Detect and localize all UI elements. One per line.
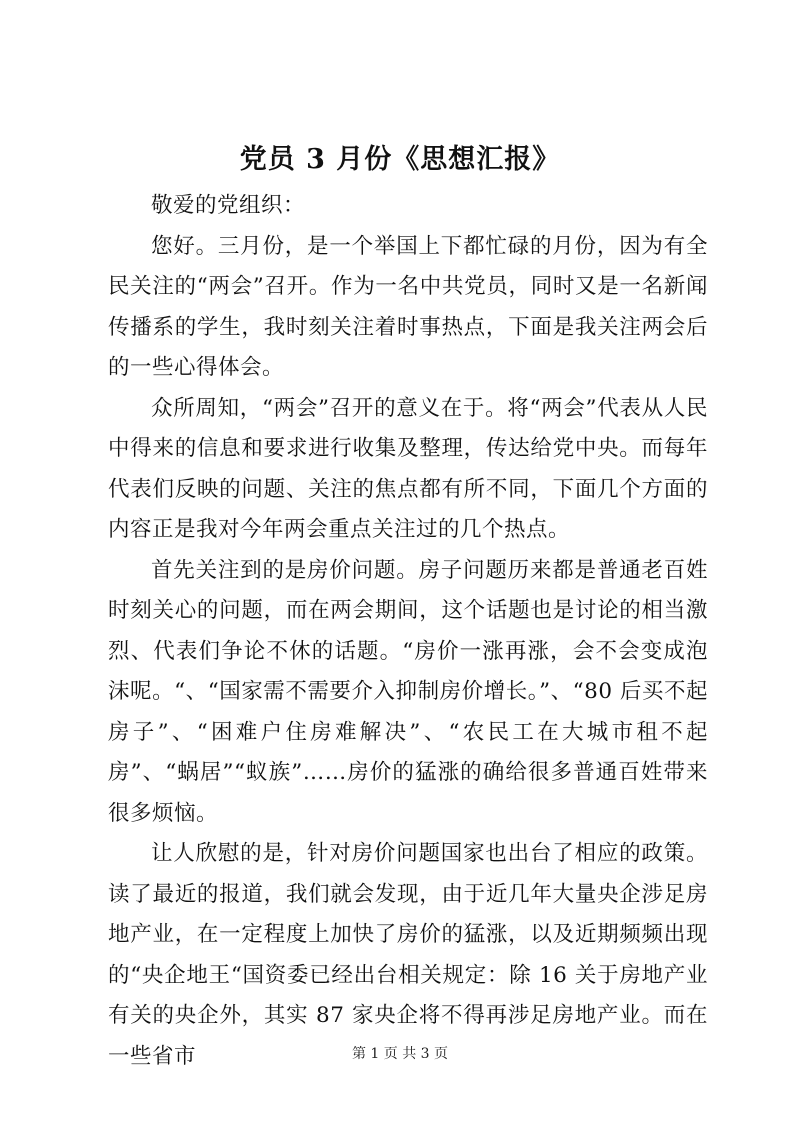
salutation: 敬爱的党组织： — [151, 193, 306, 218]
paragraph-2: 众所周知，“两会”召开的意义在于。将“两会”代表从人民中得来的信息和要求进行收集及整理，传达给党中央。而每年代表们反映的问题、关注的焦点都有所不同，下面几个方面的内容正是我对今年两会重点关注过的几个热点。 — [108, 395, 708, 542]
document-title: 党员 3 月份《思想汇报》 — [239, 144, 561, 175]
paragraph-4: 让人欣慰的是，针对房价问题国家也出台了相应的政策。读了最近的报道，我们就会发现，由于近几年大量央企涉足房地产业，在一定程度上加快了房价的猛涨，以及近期频频出现的“央企地王“国资委已经出台相关规定：除 16 关于房地产业有关的央企外，其实 87 家央企将不得再涉足房地产业。而在一些省市 — [108, 841, 708, 1069]
paragraph-1: 您好。三月份，是一个举国上下都忙碌的月份，因为有全民关注的“两会”召开。作为一名中共党员，同时又是一名新闻传播系的学生，我时刻关注着时事热点，下面是我关注两会后的一些心得体会。 — [108, 233, 708, 380]
document-body — [108, 186, 708, 1077]
paragraph-3: 首先关注到的是房价问题。房子问题历来都是普通老百姓时刻关心的问题，而在两会期间，这个话题也是讨论的相当激烈、代表们争论不休的话题。“房价一涨再涨，会不会变成泡沫呢。“、“国家需不需要介入抑制房价增长。”、“80 后买不起房子”、“困难户住房难解决”、“农民工在大城市租不起房”、“蜗居”“蚁族”……房价的猛涨的确给很多普通百姓带来很多烦恼。 — [108, 557, 708, 826]
page-footer: 第 1 页 共 3 页 — [351, 1046, 449, 1062]
